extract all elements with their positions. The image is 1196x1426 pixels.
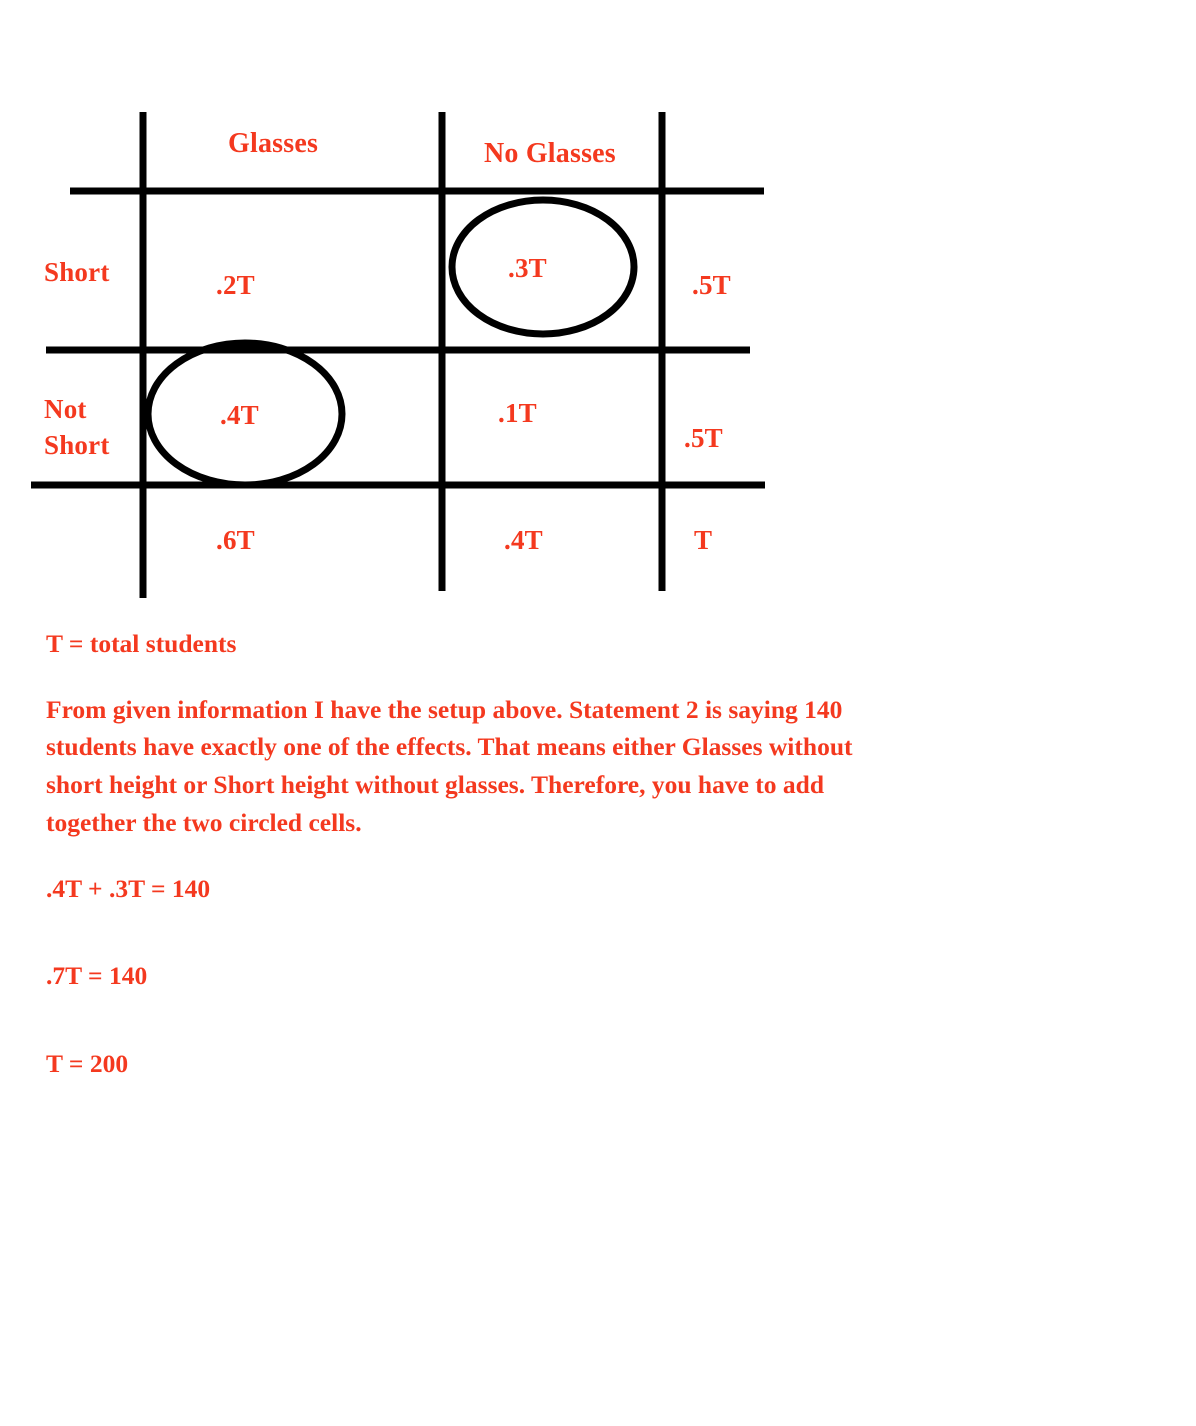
equation-line-1: .4T + .3T = 140 [46,873,211,903]
cell-short-no-glasses: .3T [508,253,547,283]
definition-text: T = total students [46,629,237,658]
cell-total-glasses: .6T [216,525,255,555]
row-header-not-short-line1: Not [44,394,87,424]
row-header-not-short-line2: Short [44,429,110,460]
contingency-table-diagram [0,0,820,620]
cell-not-short-total: .5T [684,423,723,453]
column-header-no-glasses: No Glasses [484,138,616,169]
row-header-not-short [44,392,110,464]
cell-short-glasses: .2T [216,270,255,300]
equation-line-2: .7T = 140 [46,961,148,991]
explanation-block [46,625,926,1083]
cell-grand-total: T [694,525,713,555]
cell-short-total: .5T [692,270,731,300]
row-header-short: Short [44,257,110,287]
cell-not-short-no-glasses: .1T [498,398,537,428]
cell-not-short-glasses: .4T [220,400,259,430]
equation-line-3: T = 200 [46,1049,129,1079]
column-header-glasses: Glasses [228,128,319,159]
cell-total-no-glasses: .4T [504,525,543,555]
explanation-text: From given information I have the setup above. Statement 2 is saying 140 students have exactly one of the effects. That means either Glasses without short height or Short height without glasses. Therefore, you have to add together the two circled cells. [46,694,853,837]
